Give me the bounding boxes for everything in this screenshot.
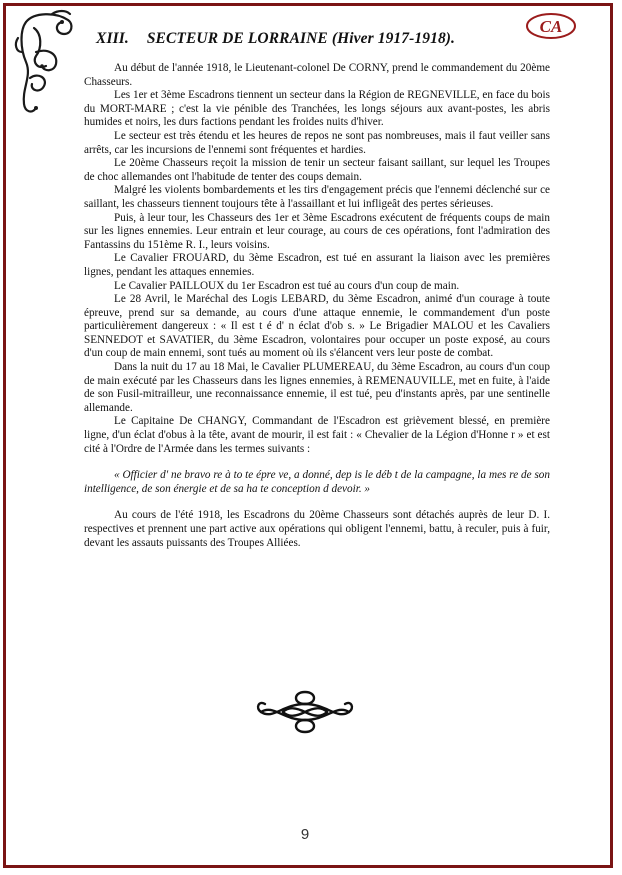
- paragraph: Dans la nuit du 17 au 18 Mai, le Cavalier PLUMEREAU, du 3ème Escadron, au cours d'un coup de main exécuté par les Chasseurs dans les lignes ennemies, à REMENAUVILLE, met en fuite, à l'aide de son Fusil-mitrailleur, une reconnaissance ennemie, il est tué, peu d'instants après, par une sentinelle allemande.: [84, 361, 550, 414]
- body-text: [84, 62, 550, 550]
- paragraph: Le secteur est très étendu et les heures de repos ne sont pas nombreuses, mais il faut veiller sans arrêts, car les incursions de l'ennemi sont fréquentes et hardies.: [84, 129, 550, 156]
- chapter-number: XIII.: [96, 30, 129, 47]
- paragraph: Le Capitaine De CHANGY, Commandant de l'Escadron est grièvement blessé, en première ligne, d'un éclat d'obus à la tête, avant de mourir, il est fait : « Chevalier de la Légion d'Honne r » et est cité à l'Ordre de l'Armée dans les termes suivants :: [84, 415, 550, 455]
- paragraph: Le Cavalier FROUARD, du 3ème Escadron, est tué en assurant la liaison avec les premières lignes, pendant les attaques ennemies.: [84, 252, 550, 278]
- flourish-ornament-icon: [253, 688, 357, 736]
- corner-ornament-icon: [12, 8, 78, 118]
- logo-text: CA: [539, 17, 563, 36]
- page-number: 9: [300, 826, 310, 843]
- chapter-title: SECTEUR DE LORRAINE (Hiver 1917-1918).: [146, 30, 456, 47]
- chapter-heading: [96, 30, 455, 48]
- citation-quote: « Officier d' ne bravo re à to te épre ve, a donné, dep is le déb t de la campagne, la mes re de son intelligence, de son énergie et de sa ha te conception d devoir. »: [84, 469, 550, 495]
- paragraph: Puis, à leur tour, les Chasseurs des 1er et 3ème Escadrons exécutent de fréquents coups de main sur les lignes ennemies. Leur entrain et leur courage, au cours de ces opérations, font l'admiration des Fantassins du 151ème R. I., leurs voisins.: [84, 211, 550, 251]
- paragraph: Le 28 Avril, le Maréchal des Logis LEBARD, du 3ème Escadron, animé d'un courage à toute épreuve, prend sur sa demande, au cours d'une attaque ennemie, le commandement d'un poste particulièrement dangereux : « Il est t é d' n éclat d'ob s. » Le Brigadier MALOU et les Cavaliers SENNEDOT et SAVATIER, du 3ème Escadron, volontaires pour occuper un poste exposé, au cours d'un coup de main ennemi, sont tués au moment où ils s'élancent vers leur poste de combat.: [84, 293, 550, 360]
- paragraph: Malgré les violents bombardements et les tirs d'engagement précis que l'ennemi déclenché sur ce saillant, les chasseurs tiennent toujours tête à l'assaillant et lui infligeât des pertes sérieuses.: [84, 184, 550, 210]
- paragraph: Au début de l'année 1918, le Lieutenant-colonel De CORNY, prend le commandement du 20ème Chasseurs.: [84, 62, 550, 88]
- paragraph: Les 1er et 3ème Escadrons tiennent un secteur dans la Région de REGNEVILLE, en face du bois du MORT-MARE ; c'est la vie pénible des Tranchées, les longs séjours aux avant-postes, les abris humides et noirs, les durs factions pendant les froides nuits d'hiver.: [84, 89, 550, 129]
- paragraph: Le Cavalier PAILLOUX du 1er Escadron est tué au cours d'un coup de main.: [114, 279, 460, 292]
- closing-paragraph: Au cours de l'été 1918, les Escadrons du 20ème Chasseurs sont détachés auprès de leur D. I. respectives et prennent une part active aux opérations qui obligent l'ennemi, battu, à reculer, puis à fuir, devant les assauts puissants des Troupes Alliées.: [84, 509, 550, 549]
- paragraph: Le 20ème Chasseurs reçoit la mission de tenir un secteur faisant saillant, sur lequel les Troupes de choc allemandes ont l'habitude de tenter des coups demain.: [84, 157, 550, 183]
- ca-logo: [525, 12, 577, 40]
